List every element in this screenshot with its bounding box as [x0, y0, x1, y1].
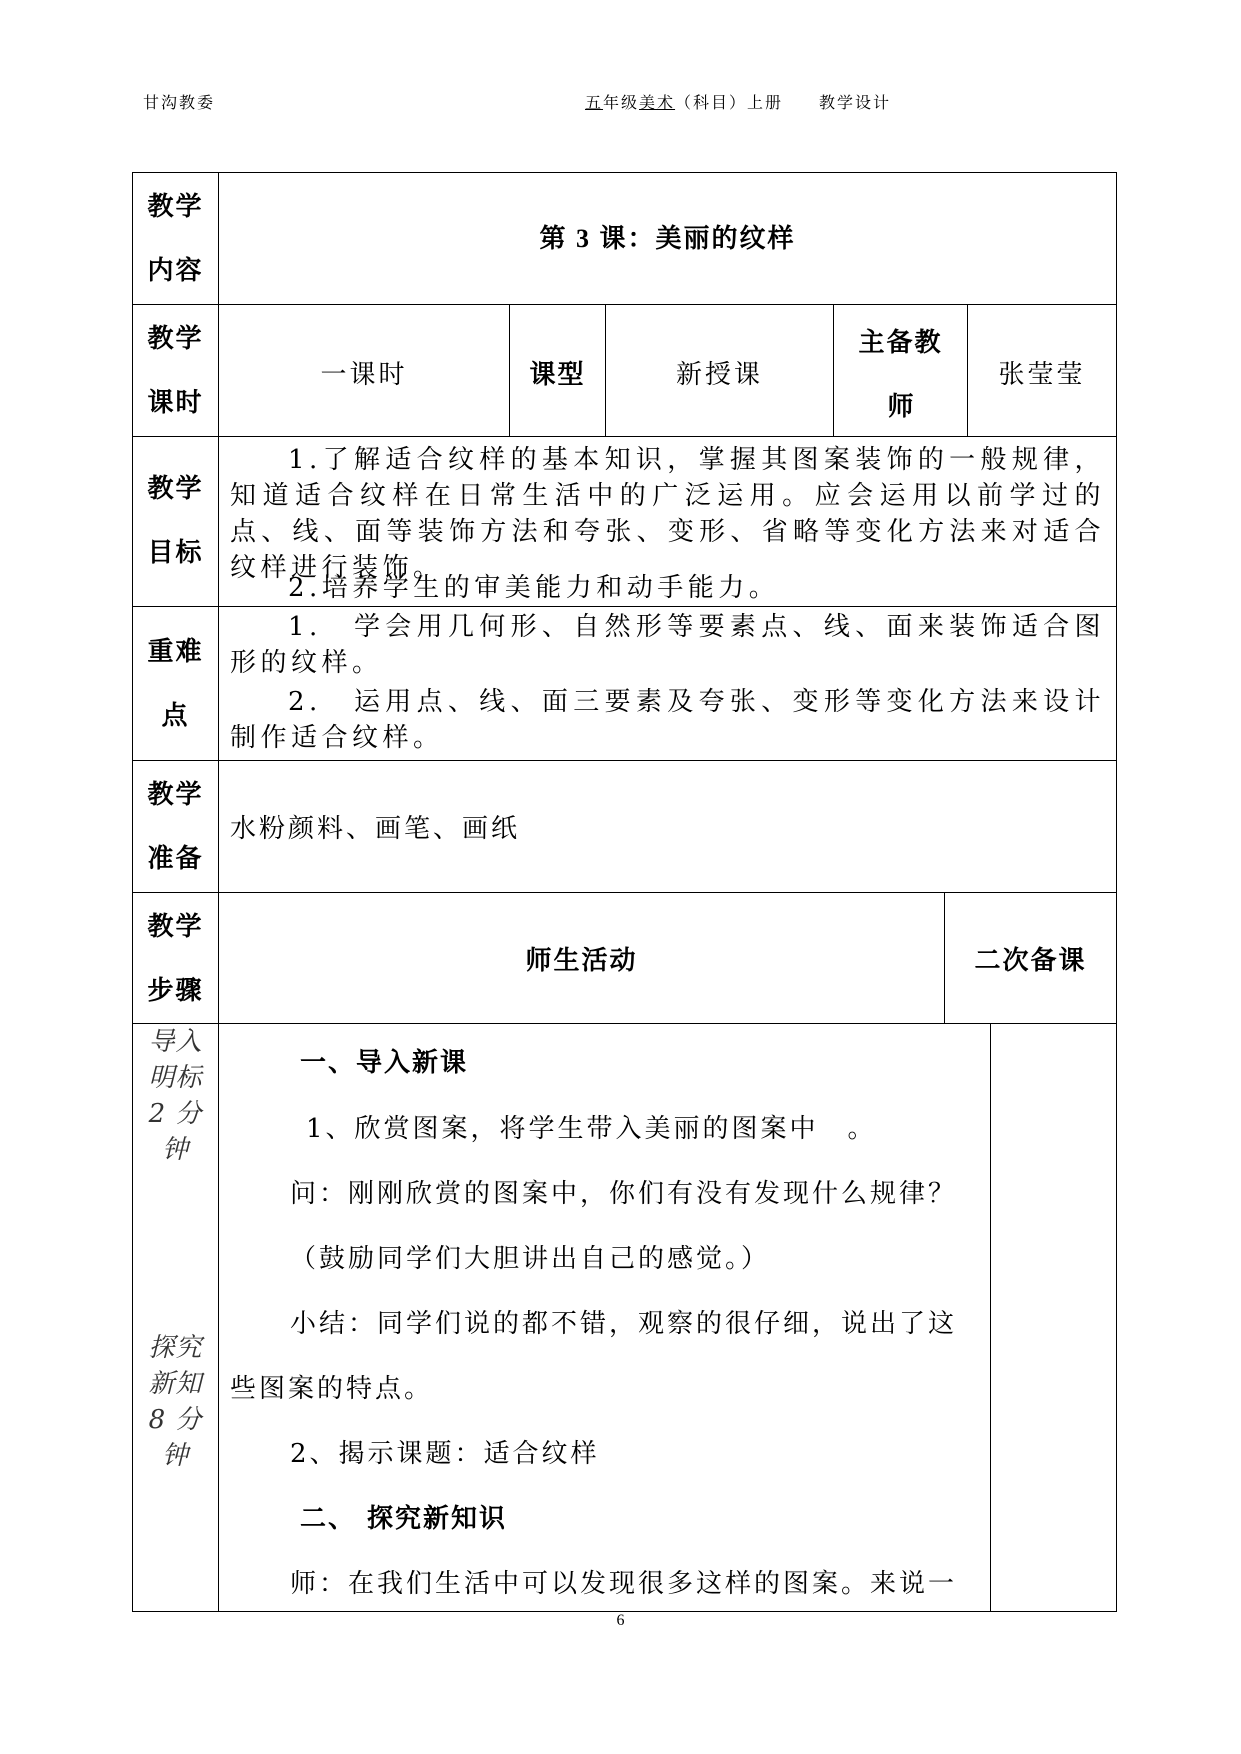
- activity-line: 小结：同学们说的都不错，观察的很仔细，说出了这: [290, 1309, 958, 1339]
- header-course-info: [585, 90, 891, 113]
- stage-explore-line4: 钟: [161, 1441, 189, 1471]
- section-explore-heading: 二、 探究新知识: [300, 1504, 508, 1534]
- label-prep-line1: 教学: [147, 780, 204, 810]
- goal-2: 2.培养学生的审美能力和动手能力。: [288, 573, 780, 603]
- type-value: 新授课: [675, 360, 763, 390]
- row-divider: [132, 1023, 1117, 1024]
- keypoint-2: 2. 运用点、线、面三要素及夸张、变形等变化方法来设计制作适合纹样。: [230, 687, 1105, 753]
- lesson-title: 第 3 课：美丽的纹样: [539, 224, 796, 253]
- stage-explore-line2: 新知: [148, 1369, 203, 1399]
- keypoint-1: 1. 学会用几何形、自然形等要素点、线、面来装饰适合图形的纹样。: [230, 612, 1105, 678]
- second-prep-title: 二次备课: [974, 946, 1087, 976]
- page-number: 6: [616, 1612, 625, 1629]
- column-divider: [990, 1023, 991, 1612]
- label-keypoints-line1: 重难: [147, 637, 204, 667]
- stage-intro-line2: 明标: [148, 1063, 203, 1093]
- label-hours-line2: 课时: [147, 388, 204, 418]
- row-divider: [132, 436, 1117, 437]
- teacher-label-line2: 师: [887, 392, 914, 422]
- hours-value: 一课时: [320, 360, 408, 390]
- type-label: 课型: [529, 360, 586, 390]
- row-divider: [132, 760, 1117, 761]
- activity-line: 1、欣赏图案，将学生带入美丽的图案中 。: [306, 1114, 877, 1144]
- goal-1: 1.了解适合纹样的基本知识，掌握其图案装饰的一般规律，知道适合纹样在日常生活中的广泛运用。应会运用以前学过的点、线、面等装饰方法和夸张、变形、省略等变化方法来对适合纹样进行装饰。: [230, 445, 1105, 583]
- row-divider: [132, 304, 1117, 305]
- label-goals-line2: 目标: [147, 538, 204, 568]
- label-steps-line1: 教学: [147, 912, 204, 942]
- header-subject: 美术: [639, 93, 676, 112]
- stage-explore-line3: 8 分: [148, 1405, 203, 1435]
- stage-intro-line1: 导入: [148, 1027, 203, 1057]
- row-divider: [132, 892, 1117, 893]
- teacher-label-line1: 主备教: [858, 328, 943, 358]
- activities-title: 师生活动: [525, 946, 638, 976]
- prep-value: 水粉颜料、画笔、画纸: [230, 814, 521, 844]
- label-goals-line1: 教学: [147, 474, 204, 504]
- label-hours-line1: 教学: [147, 324, 204, 354]
- label-keypoints-line2: 点: [161, 701, 190, 731]
- section-intro-heading: 一、导入新课: [300, 1048, 469, 1078]
- header-rest: （科目）上册 教学设计: [675, 93, 892, 112]
- teacher-value: 张莹莹: [998, 360, 1086, 390]
- row-divider: [132, 606, 1117, 607]
- stage-intro-line3: 2 分: [148, 1099, 203, 1129]
- label-prep-line2: 准备: [147, 844, 204, 874]
- header-organization: 甘沟教委: [143, 93, 216, 112]
- label-content-line2: 内容: [147, 256, 204, 286]
- activity-line: 问：刚刚欣赏的图案中，你们有没有发现什么规律？: [290, 1179, 958, 1209]
- activity-line: 师：在我们生活中可以发现很多这样的图案。来说一: [290, 1569, 958, 1599]
- stage-intro-line4: 钟: [161, 1135, 189, 1165]
- header-grade: 五: [585, 93, 604, 112]
- stage-explore-line1: 探究: [148, 1333, 203, 1363]
- header-grade-suffix: 年级: [603, 93, 640, 112]
- label-steps-line2: 步骤: [147, 976, 204, 1006]
- activity-line: （鼓励同学们大胆讲出自己的感觉。）: [290, 1244, 771, 1274]
- label-content-line1: 教学: [147, 192, 204, 222]
- activity-line: 2、揭示课题：适合纹样: [290, 1439, 600, 1469]
- activity-line: 些图案的特点。: [230, 1374, 434, 1404]
